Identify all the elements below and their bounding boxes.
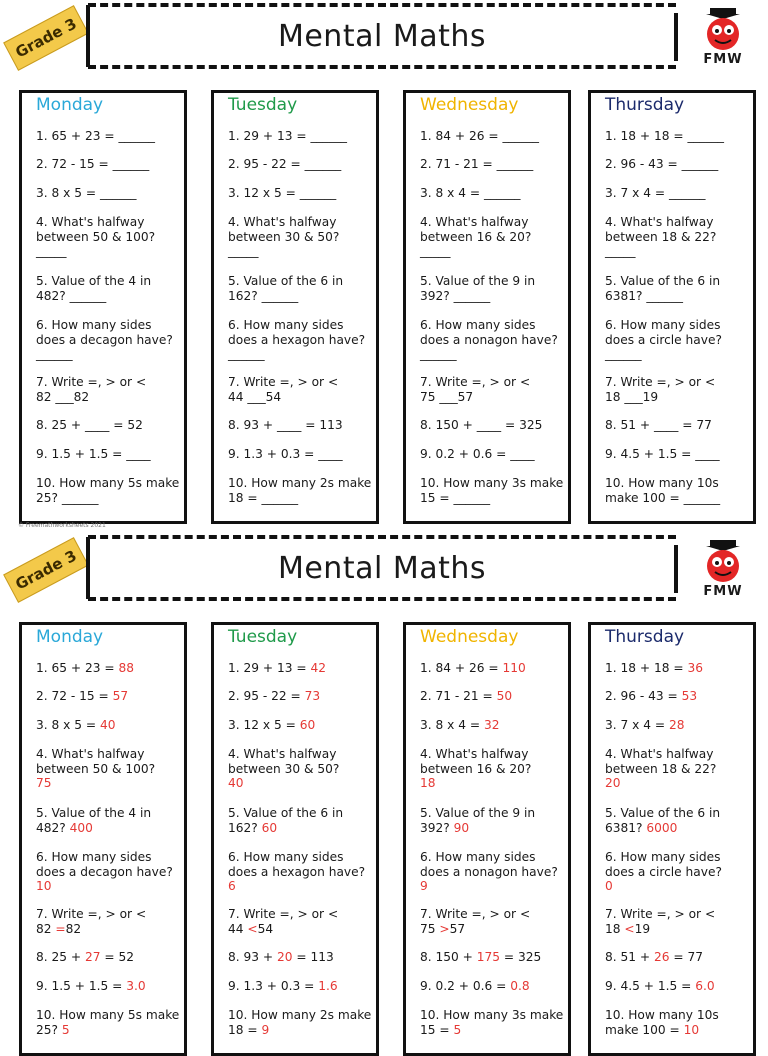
question-text: 4. What's halfway between 30 & 50? [228,747,340,776]
day-card-thursday [588,622,756,1056]
question-text: 7. Write =, > or < 44 [228,375,339,404]
answer-blank: ___ [55,389,74,404]
answer-blank: ____ [695,447,720,461]
day-heading: Monday [36,627,104,647]
answer-value: 60 [261,820,278,835]
question-6 [420,318,568,362]
answer-value: 6 [228,879,236,893]
question-2 [228,689,376,704]
question-text: 1. 18 + 18 = [605,129,688,143]
answer-value: = [55,921,66,936]
question-text: 5. Value of the 6 in 162? [228,806,344,835]
answer-blank: ______ [304,157,342,171]
answer-value: 40 [228,776,244,790]
question-2 [605,157,753,172]
question-text: 7. Write =, > or < 82 [36,375,147,404]
question-10 [605,476,753,505]
question-text: 3. 8 x 4 = [420,186,484,200]
question-6 [420,850,568,894]
question-text: 2. 72 - 15 = [36,157,113,171]
answer-blank: ______ [502,129,540,143]
question-text: 1. 84 + 26 = [420,129,503,143]
question-5 [228,274,376,303]
question-4 [36,215,184,259]
question-10 [228,476,376,505]
answer-blank: _____ [36,244,67,258]
question-3 [605,718,753,733]
question-10 [605,1008,753,1037]
question-text: 6. How many sides does a circle have? [605,850,722,879]
day-card-thursday [588,90,756,524]
answer-blank: ______ [683,490,721,505]
question-7 [605,375,753,404]
question-text: 8. 25 + [36,418,85,432]
worksheet-answers [0,532,768,1037]
answer-value: 27 [84,950,101,964]
question-2 [420,157,568,172]
question-text: 5. Value of the 9 in 392? [420,806,536,835]
question-text: 7. Write =, > or < 18 [605,907,716,936]
question-9 [228,979,376,994]
question-text: 3. 12 x 5 = [228,186,300,200]
question-7 [228,375,376,404]
answer-value: 18 [420,776,436,790]
question-3 [420,718,568,733]
answer-value: 90 [453,820,470,835]
question-9 [605,447,753,462]
answer-value: 0.8 [510,979,530,993]
question-text: 4. What's halfway between 18 & 22? [605,747,717,776]
answer-blank: ______ [420,347,457,361]
question-suffix: 19 [642,389,659,404]
question-6 [605,850,753,894]
question-text: 1. 29 + 13 = [228,661,311,675]
question-text: 7. Write =, > or < 82 [36,907,147,936]
question-suffix: = 325 [500,950,542,964]
question-text: 8. 93 + [228,418,277,432]
question-3 [420,186,568,201]
question-text: 3. 7 x 4 = [605,186,669,200]
question-suffix: = 113 [292,950,334,964]
question-text: 10. How many 3s make 15 = [420,476,564,505]
question-text: 2. 96 - 43 = [605,157,682,171]
question-text: 9. 4.5 + 1.5 = [605,447,696,461]
page-title: Mental Maths [277,19,487,54]
answer-value: 5 [453,1022,462,1037]
answer-value: 6.0 [695,979,715,993]
answer-value: 10 [683,1022,700,1037]
answer-blank: ______ [646,288,683,303]
question-8 [605,418,753,433]
question-text: 8. 93 + [228,950,277,964]
question-2 [605,689,753,704]
question-9 [605,979,753,994]
question-1 [420,129,568,144]
question-5 [228,806,376,835]
question-4 [228,215,376,259]
answer-value: 9 [420,879,428,893]
question-text: 9. 1.3 + 0.3 = [228,979,319,993]
question-5 [420,806,568,835]
day-heading: Monday [36,95,104,115]
question-3 [36,186,184,201]
answer-value: 88 [118,661,134,675]
question-text: 1. 18 + 18 = [605,661,688,675]
question-text: 3. 7 x 4 = [605,718,669,732]
page-title: Mental Maths [277,551,487,586]
day-card-wednesday [403,90,571,524]
question-suffix: = 77 [669,950,703,964]
question-10 [228,1008,376,1037]
question-text: 9. 1.5 + 1.5 = [36,447,127,461]
question-text: 8. 150 + [420,418,477,432]
question-text: 8. 51 + [605,418,654,432]
answer-blank: ____ [84,418,110,432]
question-suffix: 57 [457,389,474,404]
question-suffix: 57 [449,921,466,936]
answer-value: 75 [36,776,52,790]
question-text: 1. 84 + 26 = [420,661,503,675]
question-7 [36,907,184,936]
question-text: 2. 96 - 43 = [605,689,682,703]
question-1 [228,129,376,144]
question-text: 3. 12 x 5 = [228,718,300,732]
question-text: 1. 65 + 23 = [36,129,119,143]
question-text: 10. How many 10s make 100 = [605,1008,719,1037]
answer-blank: ____ [318,447,343,461]
question-text: 2. 72 - 15 = [36,689,113,703]
question-6 [36,318,184,362]
question-9 [420,979,568,994]
answer-blank: ______ [99,186,137,200]
question-7 [36,375,184,404]
question-text: 8. 25 + [36,950,85,964]
answer-value: 53 [681,689,698,703]
question-6 [36,850,184,894]
logo-text: FMW [703,584,743,599]
question-text: 4. What's halfway between 50 & 100? [36,747,156,776]
question-text: 3. 8 x 5 = [36,718,100,732]
question-6 [228,850,376,894]
question-1 [420,661,568,676]
answer-blank: ______ [483,186,521,200]
answer-value: 60 [299,718,316,732]
answer-blank: _____ [228,244,259,258]
question-3 [228,718,376,733]
question-8 [228,418,376,433]
answer-value: 175 [476,950,500,964]
answer-blank: ___ [624,389,643,404]
question-text: 10. How many 5s make 25? [36,1008,180,1037]
day-card-monday [19,90,187,524]
question-text: 9. 1.5 + 1.5 = [36,979,127,993]
question-text: 9. 0.2 + 0.6 = [420,447,511,461]
answer-blank: ____ [510,447,535,461]
answer-value: < [624,921,635,936]
answer-value: 5 [61,1022,70,1037]
question-8 [36,418,184,433]
day-heading: Thursday [605,95,685,115]
day-heading: Thursday [605,627,685,647]
answer-blank: ___ [247,389,266,404]
question-4 [420,215,568,259]
day-card-tuesday [211,622,379,1056]
answer-blank: ______ [69,288,107,303]
answer-value: 28 [668,718,685,732]
question-suffix: 82 [65,921,82,936]
answer-value: 57 [112,689,129,703]
apple-mascot-icon [698,538,748,584]
question-text: 4. What's halfway between 30 & 50? [228,215,340,244]
question-suffix: 54 [265,389,282,404]
question-10 [420,476,568,505]
answer-blank: ______ [261,490,299,505]
answer-blank: ______ [605,347,642,361]
question-5 [36,806,184,835]
grade-badge: Grade 3 [3,537,89,603]
answer-blank: ______ [61,490,99,505]
question-1 [36,661,184,676]
question-text: 3. 8 x 5 = [36,186,100,200]
question-8 [605,950,753,965]
question-text: 6. How many sides does a decagon have? [36,850,173,879]
question-2 [36,689,184,704]
answer-blank: ______ [453,490,491,505]
question-4 [420,747,568,791]
question-text: 9. 0.2 + 0.6 = [420,979,511,993]
question-9 [36,447,184,462]
question-2 [36,157,184,172]
logo-text: FMW [703,52,743,67]
answer-value: 110 [502,661,526,675]
answer-blank: _____ [605,244,636,258]
question-5 [605,274,753,303]
answer-blank: ______ [299,186,337,200]
question-text: 10. How many 3s make 15 = [420,1008,564,1037]
question-suffix: = 52 [109,418,143,432]
question-text: 6. How many sides does a nonagon have? [420,850,558,879]
answer-value: 26 [653,950,670,964]
answer-value: 42 [310,661,326,675]
answer-blank: ______ [261,288,299,303]
answer-value: 20 [605,776,621,790]
question-text: 4. What's halfway between 16 & 20? [420,215,532,244]
question-8 [420,950,568,965]
question-7 [605,907,753,936]
question-text: 7. Write =, > or < 44 [228,907,339,936]
apple-mascot-icon [698,6,748,52]
answer-value: 36 [687,661,703,675]
question-4 [228,747,376,791]
question-suffix: = 77 [678,418,712,432]
answer-value: > [439,921,450,936]
question-text: 7. Write =, > or < 75 [420,375,531,404]
answer-value: 32 [483,718,500,732]
answer-value: 50 [496,689,513,703]
question-1 [605,129,753,144]
question-8 [36,950,184,965]
question-text: 9. 1.3 + 0.3 = [228,447,319,461]
question-text: 6. How many sides does a circle have? [605,318,722,347]
question-text: 2. 71 - 21 = [420,689,497,703]
question-text: 6. How many sides does a hexagon have? [228,318,366,347]
question-suffix: 54 [257,921,274,936]
answer-value: 0 [605,879,613,893]
question-text: 8. 150 + [420,950,477,964]
question-7 [228,907,376,936]
question-4 [605,747,753,791]
question-text: 10. How many 2s make 18 = [228,476,372,505]
question-suffix: 19 [634,921,651,936]
answer-value: 20 [276,950,293,964]
answer-blank: ____ [653,418,679,432]
question-text: 10. How many 5s make 25? [36,476,180,505]
question-text: 5. Value of the 4 in 482? [36,806,152,835]
question-text: 2. 71 - 21 = [420,157,497,171]
day-card-tuesday [211,90,379,524]
question-text: 6. How many sides does a decagon have? [36,318,173,347]
question-suffix: 82 [73,389,90,404]
answer-value: < [247,921,258,936]
question-text: 5. Value of the 6 in 6381? [605,274,721,303]
answer-blank: ______ [496,157,534,171]
question-text: 4. What's halfway between 16 & 20? [420,747,532,776]
answer-value: 9 [261,1022,270,1037]
question-10 [36,476,184,505]
answer-value: 73 [304,689,321,703]
question-text: 1. 65 + 23 = [36,661,119,675]
question-10 [36,1008,184,1037]
question-text: 7. Write =, > or < 18 [605,375,716,404]
question-5 [36,274,184,303]
day-card-monday [19,622,187,1056]
question-5 [605,806,753,835]
question-text: 4. What's halfway between 50 & 100? [36,215,156,244]
fmw-logo [698,6,748,68]
answer-blank: ______ [228,347,265,361]
question-text: 10. How many 10s make 100 = [605,476,719,505]
question-2 [420,689,568,704]
answer-value: 40 [99,718,116,732]
answer-blank: ______ [453,288,491,303]
day-card-wednesday [403,622,571,1056]
answer-blank: ______ [118,129,156,143]
question-suffix: = 113 [301,418,343,432]
question-9 [420,447,568,462]
answer-blank: ______ [112,157,150,171]
question-8 [420,418,568,433]
question-3 [36,718,184,733]
question-7 [420,907,568,936]
question-9 [228,447,376,462]
question-6 [605,318,753,362]
answer-blank: _____ [420,244,451,258]
question-suffix: = 52 [100,950,134,964]
answer-blank: ____ [276,418,302,432]
question-text: 5. Value of the 4 in 482? [36,274,152,303]
question-4 [36,747,184,791]
question-text: 7. Write =, > or < 75 [420,907,531,936]
question-4 [605,215,753,259]
question-9 [36,979,184,994]
question-5 [420,274,568,303]
answer-blank: ___ [439,389,458,404]
question-text: 5. Value of the 9 in 392? [420,274,536,303]
grade-badge: Grade 3 [3,5,89,71]
question-text: 5. Value of the 6 in 162? [228,274,344,303]
question-text: 3. 8 x 4 = [420,718,484,732]
answer-value: 1.6 [318,979,338,993]
day-heading: Tuesday [228,95,298,115]
day-heading: Wednesday [420,627,519,647]
question-text: 5. Value of the 6 in 6381? [605,806,721,835]
answer-blank: ______ [687,129,725,143]
answer-blank: ____ [476,418,502,432]
day-heading: Wednesday [420,95,519,115]
question-10 [420,1008,568,1037]
answer-blank: ____ [126,447,151,461]
day-heading: Tuesday [228,627,298,647]
answer-blank: ______ [36,347,73,361]
question-3 [605,186,753,201]
title-banner [88,535,676,601]
question-suffix: = 325 [501,418,543,432]
question-text: 10. How many 2s make 18 = [228,1008,372,1037]
question-8 [228,950,376,965]
copyright: © Freemathworksheets 2021 [18,522,106,529]
question-text: 6. How many sides does a hexagon have? [228,850,366,879]
question-1 [605,661,753,676]
question-3 [228,186,376,201]
question-2 [228,157,376,172]
answer-value: 10 [36,879,52,893]
answer-value: 400 [69,820,93,835]
question-text: 9. 4.5 + 1.5 = [605,979,696,993]
answer-blank: ______ [681,157,719,171]
question-text: 2. 95 - 22 = [228,689,305,703]
answer-blank: ______ [668,186,706,200]
answer-blank: ______ [310,129,348,143]
question-text: 1. 29 + 13 = [228,129,311,143]
question-6 [228,318,376,362]
question-text: 8. 51 + [605,950,654,964]
fmw-logo [698,538,748,600]
question-1 [36,129,184,144]
question-text: 4. What's halfway between 18 & 22? [605,215,717,244]
question-7 [420,375,568,404]
question-text: 2. 95 - 22 = [228,157,305,171]
answer-value: 3.0 [126,979,146,993]
question-1 [228,661,376,676]
question-text: 6. How many sides does a nonagon have? [420,318,558,347]
title-banner [88,3,676,69]
answer-value: 6000 [646,820,678,835]
